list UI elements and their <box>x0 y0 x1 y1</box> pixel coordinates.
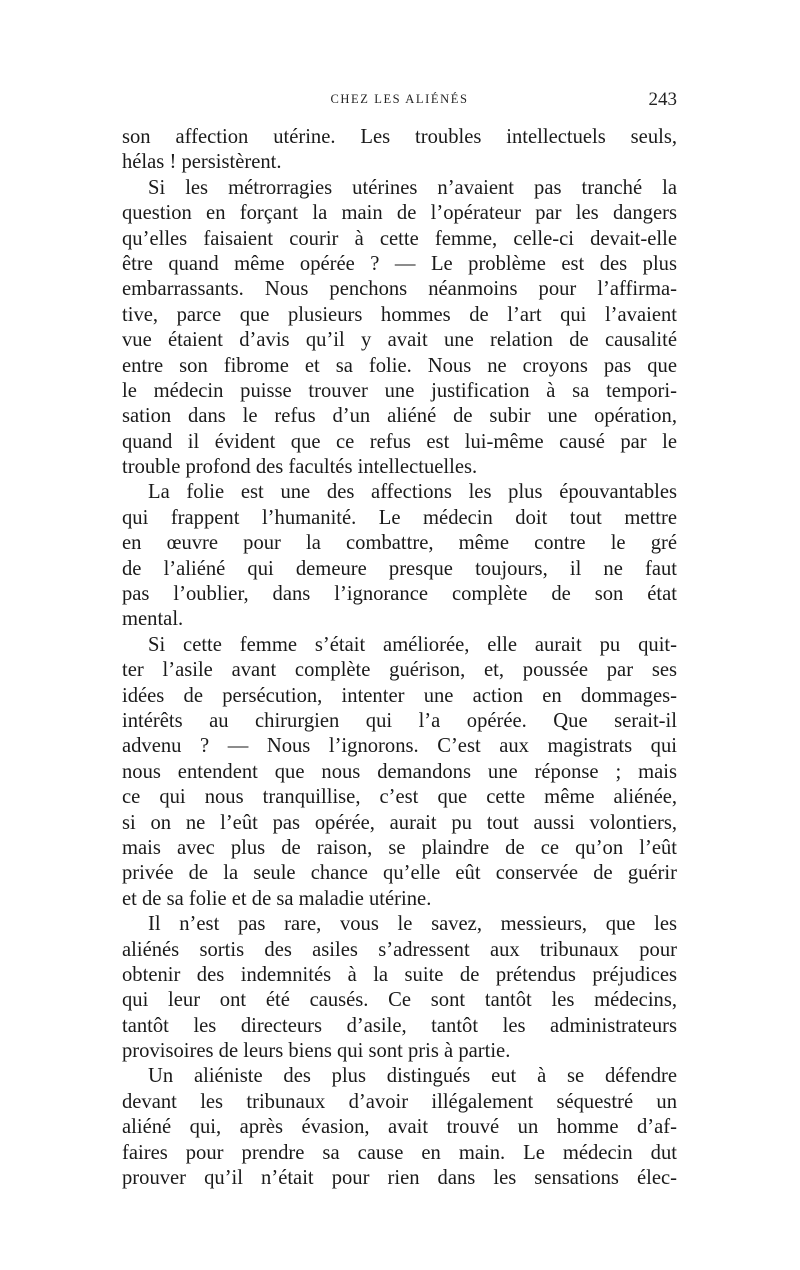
text-line: Un aliéniste des plus distingués eut à se défendre <box>148 1065 677 1088</box>
text-line: La folie est une des affections les plus épouvantables <box>148 481 677 504</box>
text-line: pas l’oublier, dans l’ignorance complète de son état <box>122 583 677 606</box>
text-line: qu’elles faisaient courir à cette femme, celle-ci devait-elle <box>122 227 677 250</box>
text-line: tantôt les directeurs d’asile, tantôt les administrateurs <box>122 1014 677 1037</box>
text-line: quand il évident que ce refus est lui-même causé par le <box>122 430 677 453</box>
text-line: advenu ? — Nous l’ignorons. C’est aux magistrats qui <box>122 735 677 758</box>
text-line: provisoires de leurs biens qui sont pris à partie. <box>122 1040 511 1063</box>
text-line: Il n’est pas rare, vous le savez, messieurs, que les <box>148 913 677 936</box>
text-line: faires pour prendre sa cause en main. Le médecin dut <box>122 1141 677 1164</box>
text-line: son affection utérine. Les troubles intellectuels seuls, <box>122 126 677 148</box>
text-line: obtenir des indemnités à la suite de prétendus préjudices <box>122 963 677 986</box>
text-line: embarrassants. Nous penchons néanmoins pour l’affirma- <box>122 278 677 301</box>
text-line: si on ne l’eût pas opérée, aurait pu tout aussi volontiers, <box>122 811 677 834</box>
text-line: hélas ! persistèrent. <box>122 151 282 174</box>
text-line: et de sa folie et de sa maladie utérine. <box>122 887 432 910</box>
text-line: le médecin puisse trouver une justification à sa tempori- <box>122 379 677 402</box>
text-line: qui leur ont été causés. Ce sont tantôt les médecins, <box>122 989 677 1012</box>
text-line: entre son fibrome et sa folie. Nous ne croyons pas que <box>122 354 677 377</box>
text-line: prouver qu’il n’était pour rien dans les sensations élec- <box>122 1167 677 1190</box>
text-line: Si cette femme s’était améliorée, elle aurait pu quit- <box>148 633 677 656</box>
text-line: question en forçant la main de l’opérateur par les dangers <box>122 202 677 225</box>
text-line: être quand même opérée ? — Le problème est des plus <box>122 252 677 275</box>
text-line: vue étaient d’avis qu’il y avait une relation de causalité <box>122 329 677 352</box>
text-line: idées de persécution, intenter une action en dommages- <box>122 684 677 707</box>
text-line: Si les métrorragies utérines n’avaient pas tranché la <box>148 176 677 199</box>
text-line: ter l’asile avant complète guérison, et, poussée par ses <box>122 659 677 682</box>
text-line: sation dans le refus d’un aliéné de subir une opération, <box>122 405 677 428</box>
running-head <box>122 90 677 112</box>
text-line: devant les tribunaux d’avoir illégalement séquestré un <box>122 1090 677 1113</box>
text-line: ce qui nous tranquillise, c’est que cette même aliénée, <box>122 786 677 809</box>
text-line: en œuvre pour la combattre, même contre le gré <box>122 532 677 555</box>
text-line: trouble profond des facultés intellectuelles. <box>122 456 478 479</box>
text-line: intérêts au chirurgien qui l’a opérée. Que serait-il <box>122 709 677 732</box>
text-line: aliéné qui, après évasion, avait trouvé un homme d’af- <box>122 1116 677 1139</box>
text-line: aliénés sortis des asiles s’adressent aux tribunaux pour <box>122 938 677 961</box>
running-title: CHEZ LES ALIÉNÉS <box>330 92 469 106</box>
body-text <box>122 125 677 1191</box>
text-line: qui frappent l’humanité. Le médecin doit tout mettre <box>122 506 677 529</box>
text-line: privée de la seule chance qu’elle eût conservée de guérir <box>122 862 677 885</box>
text-line: de l’aliéné qui demeure presque toujours, il ne faut <box>122 557 677 580</box>
text-line: nous entendent que nous demandons une réponse ; mais <box>122 760 677 783</box>
text-line: mais avec plus de raison, se plaindre de ce qu’on l’eût <box>122 836 677 859</box>
page-number: 243 <box>648 89 677 110</box>
text-line: tive, parce que plusieurs hommes de l’art qui l’avaient <box>122 303 677 326</box>
text-line: mental. <box>122 608 184 631</box>
